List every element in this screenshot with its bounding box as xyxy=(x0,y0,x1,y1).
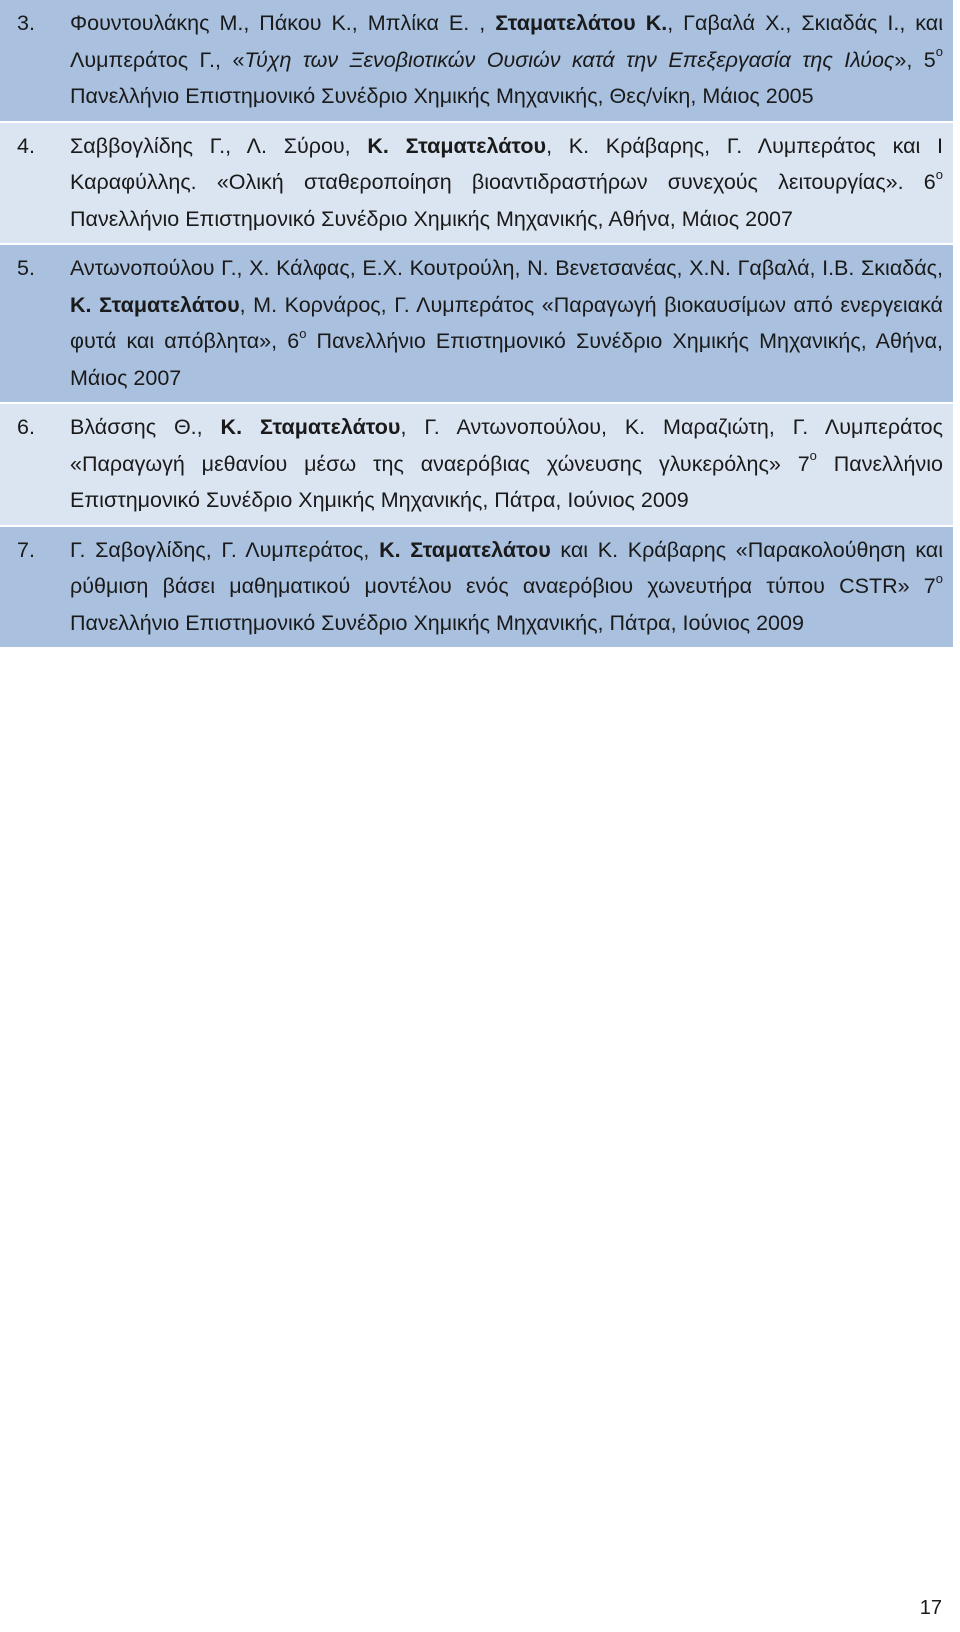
page-number: 17 xyxy=(919,1597,942,1619)
paper-title: Τύχη των Ξενοβιοτικών Ουσιών κατά την Επεξεργασία της Ιλύος xyxy=(244,47,895,72)
highlighted-author: Κ. Σταματελάτου xyxy=(70,292,240,317)
authors-pre: Φουντουλάκης Μ., Πάκου Κ., Μπλίκα Ε. , xyxy=(70,11,496,35)
entry-citation xyxy=(70,128,943,238)
authors-pre: Σαββογλίδης Γ., Λ. Σύρου, xyxy=(70,133,368,158)
entry-number: 6. xyxy=(17,415,35,439)
ordinal-superscript: ο xyxy=(299,325,307,341)
publication-entry-6 xyxy=(0,404,953,527)
authors-pre: Αντωνοπούλου Γ., Χ. Κάλφας, Ε.Χ. Κουτρούλη, Ν. Βενετσανέας, Χ.Ν. Γαβαλά, Ι.Β. Σκιαδάς, xyxy=(70,256,943,280)
highlighted-author: Κ. Σταματελάτου xyxy=(367,133,547,158)
publication-entry-7 xyxy=(0,527,953,650)
venue: Πανελλήνιο Επιστημονικό Συνέδριο Χημικής Μηχανικής, Θες/νίκη, Μάιος 2005 xyxy=(70,84,814,108)
entry-number: 3. xyxy=(17,11,35,35)
publication-list xyxy=(0,0,953,649)
authors-post: , Γαβαλά Χ., Σκιαδάς Ι., και Λυμπεράτος Γ., « xyxy=(70,11,943,72)
venue: Πανελλήνιο Επιστημονικό Συνέδριο Χημικής Μηχανικής, Πάτρα, Ιούνιος 2009 xyxy=(70,610,804,635)
ordinal-superscript: ο xyxy=(935,570,943,586)
after-title: », 5 xyxy=(894,47,936,72)
ordinal-superscript: ο xyxy=(809,448,817,464)
authors-pre: Γ. Σαβογλίδης, Γ. Λυμπεράτος, xyxy=(70,537,380,562)
publication-entry-4 xyxy=(0,123,953,246)
entry-number: 5. xyxy=(17,256,35,280)
authors-post: , Γ. Αντωνοπούλου, Κ. Μαραζιώτη, Γ. Λυμπεράτος «Παραγωγή μεθανίου μέσω της αναερόβιας χώνευσης γλυκερόλης» 7 xyxy=(70,415,944,476)
entry-number: 4. xyxy=(17,133,35,158)
authors-pre: Βλάσσης Θ., xyxy=(70,415,221,439)
entry-citation xyxy=(70,5,943,115)
ordinal-superscript: ο xyxy=(935,166,943,182)
authors-post: και Κ. Κράβαρης «Παρακολούθηση και ρύθμιση βάσει μαθηματικού μοντέλου ενός αναερόβιου χωνευτήρα τύπου CSTR» 7 xyxy=(70,537,944,598)
venue: Πανελλήνιο Επιστημονικό Συνέδριο Χημικής Μηχανικής, Πάτρα, Ιούνιος 2009 xyxy=(70,451,943,512)
highlighted-author: Κ. Σταματελάτου xyxy=(220,415,401,439)
highlighted-author: Κ. Σταματελάτου xyxy=(379,537,551,562)
highlighted-author: Σταματελάτου Κ. xyxy=(495,11,668,35)
venue: Πανελλήνιο Επιστημονικό Συνέδριο Χημικής Μηχανικής, Αθήνα, Μάιος 2007 xyxy=(70,206,793,231)
entry-citation xyxy=(70,409,943,519)
publication-entry-3 xyxy=(0,0,953,123)
entry-citation xyxy=(70,250,943,396)
publication-entry-5 xyxy=(0,245,953,404)
ordinal-superscript: ο xyxy=(935,44,943,60)
entry-citation xyxy=(70,532,943,642)
venue: Πανελλήνιο Επιστημονικό Συνέδριο Χημικής Μηχανικής, Αθήνα, Μάιος 2007 xyxy=(70,329,944,390)
authors-post: , Μ. Κορνάρος, Γ. Λυμπεράτος «Παραγωγή βιοκαυσίμων από ενεργειακά φυτά και απόβλητα», 6 xyxy=(70,292,943,353)
entry-number: 7. xyxy=(17,537,35,562)
authors-post: , Κ. Κράβαρης, Γ. Λυμπεράτος και Ι Καραφύλλης. «Ολική σταθεροποίηση βιοαντιδραστήρων συνεχούς λειτουργίας». 6 xyxy=(70,133,943,194)
